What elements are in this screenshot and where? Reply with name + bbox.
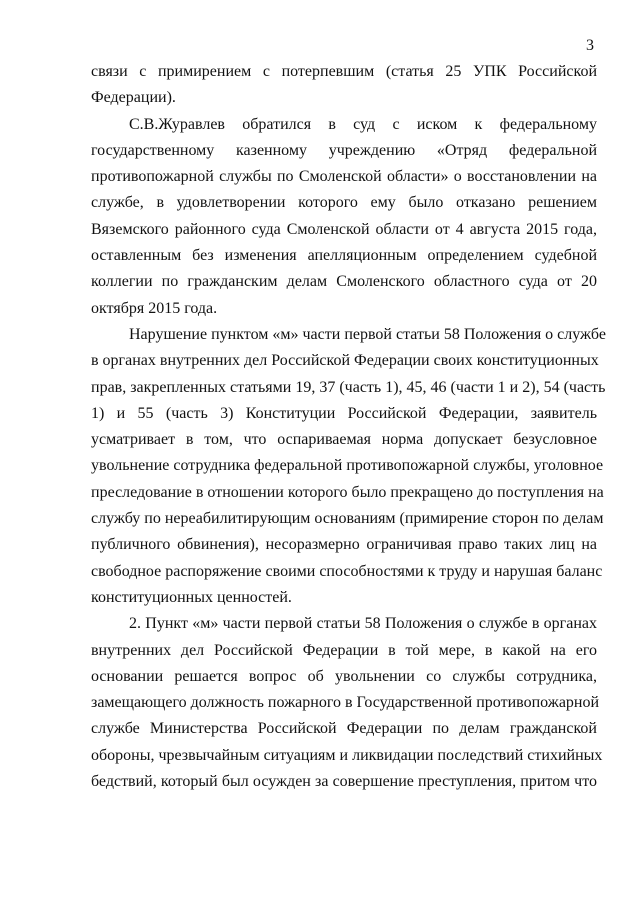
text-line: свободное распоряжение своими способностями к труду и нарушая баланс	[91, 562, 603, 580]
text-line: увольнение сотрудника федеральной противопожарной службы, уголовное	[91, 457, 604, 475]
text-line: оставленным без изменения апелляционным определением судебной	[91, 247, 597, 265]
text-line: Федерации).	[91, 89, 176, 107]
text-line: прав, закрепленных статьями 19, 37 (часть 1), 45, 46 (части 1 и 2), 54 (часть	[91, 378, 606, 396]
document-body	[91, 59, 606, 795]
text-line: октября 2015 года.	[91, 299, 218, 317]
text-line: замещающего должность пожарного в Государственной противопожарной	[91, 694, 600, 712]
paragraph	[91, 611, 603, 795]
text-line: Вяземского районного суда Смоленской области от 4 августа 2015 года,	[91, 220, 597, 238]
text-line: усматривает в том, что оспариваемая норма допускает безусловное	[91, 431, 597, 449]
text-line: Нарушение пунктом «м» части первой статьи 58 Положения о службе	[129, 325, 606, 343]
text-line: службу по нереабилитирующим основаниям (примирение сторон по делам	[91, 510, 604, 528]
text-line: внутренних дел Российской Федерации в той мере, в какой на его	[91, 641, 597, 659]
text-line: в органах внутренних дел Российской Федерации своих конституционных	[91, 352, 599, 370]
text-line: С.В.Журавлев обратился в суд с иском к федеральному	[129, 115, 597, 133]
text-line: связи с примирением с потерпевшим (статья 25 УПК Российской	[91, 63, 597, 80]
paragraph	[91, 322, 606, 611]
text-line: конституционных ценностей.	[91, 588, 292, 606]
text-line: коллегии по гражданским делам Смоленского областного суда от 20	[91, 273, 597, 291]
text-line: государственному казенному учреждению «Отряд федеральной	[91, 141, 597, 159]
text-line: 1) и 55 (часть 3) Конституции Российской Федерации, заявитель	[91, 404, 597, 422]
text-line: службе Министерства Российской Федерации по делам гражданской	[91, 720, 597, 738]
text-line: бедствий, который был осужден за совершение преступления, притом что	[91, 773, 597, 791]
text-line: основании решается вопрос об увольнении со службы сотрудника,	[91, 667, 597, 685]
text-line: обороны, чрезвычайным ситуациям и ликвидации последствий стихийных	[91, 746, 603, 764]
paragraph	[91, 112, 597, 322]
text-line: преследование в отношении которого было прекращено до поступления на	[91, 483, 604, 501]
page-number: 3	[586, 37, 594, 54]
text-line: противопожарной службы по Смоленской области» о восстановлении на	[91, 168, 597, 186]
text-line: службе, в удовлетворении которого ему было отказано решением	[91, 194, 597, 212]
text-line: публичного обвинения), несоразмерно ограничивая право таких лиц на	[91, 536, 597, 554]
text-line: 2. Пункт «м» части первой статьи 58 Положения о службе в органах	[129, 615, 597, 633]
paragraph	[91, 59, 597, 112]
